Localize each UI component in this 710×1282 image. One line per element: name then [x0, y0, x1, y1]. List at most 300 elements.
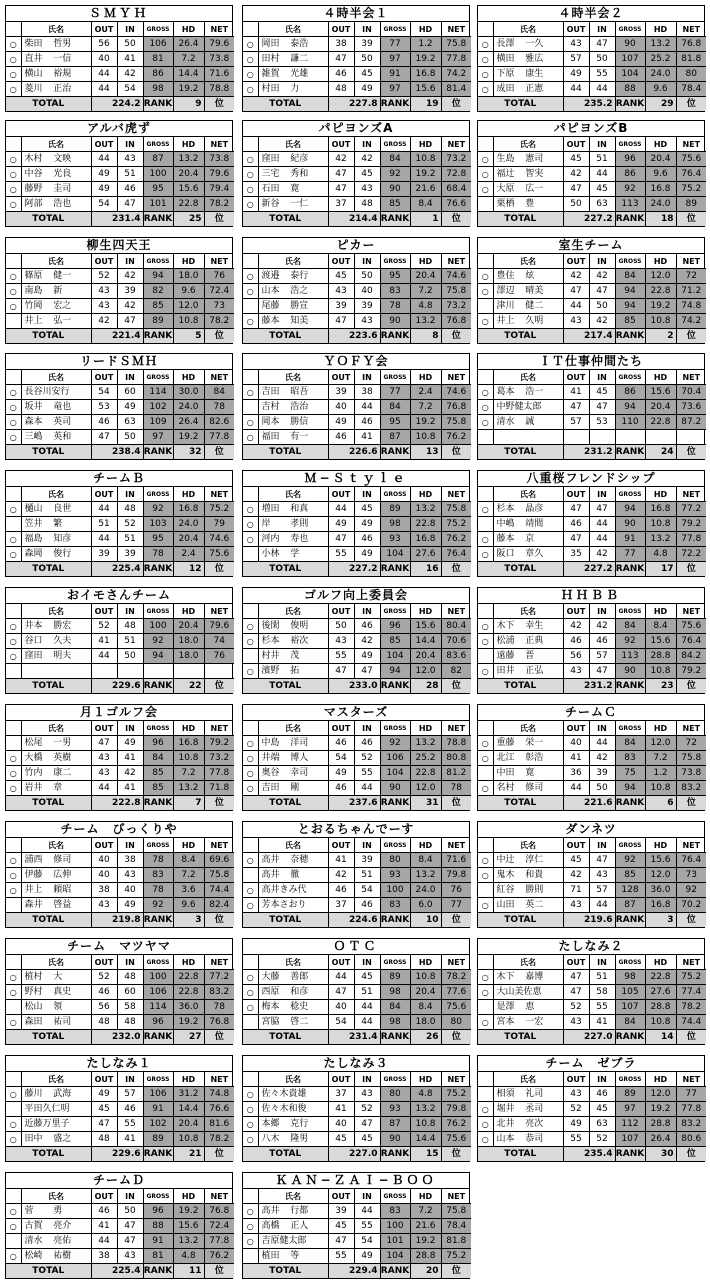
handicap: 16.8: [410, 67, 441, 82]
gross-header: GROSS: [615, 137, 645, 152]
player-name: [21, 766, 91, 781]
player-family-name: 小林: [261, 548, 280, 559]
player-row: [243, 314, 471, 329]
player-name: [21, 868, 91, 883]
net-score: 75.2: [676, 182, 706, 197]
team-rank: 26: [410, 1030, 441, 1045]
player-given-name: 勝宣: [290, 300, 309, 311]
out-score: 37: [328, 898, 354, 913]
player-row: [478, 400, 706, 415]
rank-label: RANK: [615, 212, 645, 227]
handicap: 13.2: [410, 736, 441, 751]
out-header: OUT: [91, 721, 117, 736]
player-family-name: 下原: [496, 68, 515, 79]
out-score: 49: [328, 517, 354, 532]
out-header: OUT: [328, 1189, 354, 1204]
handicap: 22.8: [410, 517, 441, 532]
player-given-name: 栄一: [525, 737, 544, 748]
out-score: 47: [563, 970, 589, 985]
player-row: [6, 517, 234, 532]
in-score: 50: [354, 269, 380, 284]
net-score: 80.4: [441, 619, 471, 634]
gross-score: 83: [380, 284, 410, 299]
handicap: 3.6: [173, 883, 204, 898]
net-score: 81.8: [676, 52, 706, 67]
gross-score: 94: [143, 269, 173, 284]
out-score: 56: [91, 37, 117, 52]
player-row: [478, 37, 706, 52]
hd-header: HD: [645, 137, 676, 152]
team-total: 231.4: [328, 1030, 380, 1045]
out-score: 49: [91, 167, 117, 182]
net-score: 78.2: [204, 197, 234, 212]
in-score: 45: [354, 1132, 380, 1147]
net-score: 76: [204, 649, 234, 664]
header-row: [6, 838, 234, 853]
player-given-name: 正弘: [525, 665, 544, 676]
gross-score: 94: [615, 781, 645, 796]
player-given-name: 勝則: [525, 884, 544, 895]
in-score: 42: [117, 269, 143, 284]
player-family-name: 中田: [496, 767, 515, 778]
out-score: 42: [563, 269, 589, 284]
player-name: [493, 619, 563, 634]
player-family-name: 横山: [24, 68, 43, 79]
player-row: [478, 67, 706, 82]
gross-score: 89: [380, 970, 410, 985]
gross-score: 94: [615, 284, 645, 299]
player-name: [493, 532, 563, 547]
header-row: [243, 370, 471, 385]
player-family-name: 藤本: [261, 315, 280, 326]
out-score: 44: [563, 299, 589, 314]
score-table: [243, 838, 471, 927]
name-header: 氏名: [493, 137, 563, 152]
net-score: 72.2: [676, 547, 706, 562]
name-header: 氏名: [258, 370, 328, 385]
team-card: [242, 470, 470, 577]
out-score: 44: [563, 82, 589, 97]
mark-header: [478, 838, 493, 853]
gross-header: GROSS: [615, 487, 645, 502]
player-name: [493, 751, 563, 766]
mark-header: [6, 254, 21, 269]
in-score: 50: [589, 52, 615, 67]
player-family-name: 竹岡: [24, 300, 43, 311]
out-score: 45: [91, 1102, 117, 1117]
player-name: [21, 649, 91, 664]
handicap: 14.4: [410, 1132, 441, 1147]
team-rank: 20: [410, 1264, 441, 1279]
player-given-name: 英二: [525, 899, 544, 910]
player-name: [258, 736, 328, 751]
player-row: [478, 547, 706, 562]
player-name: [493, 781, 563, 796]
player-family-name: 松山: [24, 1001, 43, 1012]
name-header: 氏名: [493, 370, 563, 385]
header-row: [478, 137, 706, 152]
score-table: [478, 370, 706, 459]
selected-mark: ○: [6, 1087, 21, 1102]
out-score: 46: [328, 883, 354, 898]
net-score: 76.8: [676, 37, 706, 52]
gross-score: 85: [380, 197, 410, 212]
in-header: IN: [117, 370, 143, 385]
player-family-name: 八木: [261, 1133, 280, 1144]
out-header: OUT: [563, 22, 589, 37]
rank-label: RANK: [615, 1030, 645, 1045]
hd-header: HD: [645, 1072, 676, 1087]
gross-score: 96: [143, 1204, 173, 1219]
player-family-name: 成田: [496, 83, 515, 94]
player-family-name: 柴田: [24, 38, 43, 49]
gross-score: 91: [380, 67, 410, 82]
net-score: 77.6: [441, 985, 471, 1000]
handicap: 13.2: [645, 532, 676, 547]
player-given-name: 浩也: [53, 198, 72, 209]
score-table: [478, 604, 706, 693]
player-given-name: 弘一: [53, 315, 72, 326]
rank-label: RANK: [143, 97, 173, 112]
out-score: 43: [563, 664, 589, 679]
player-family-name: 高井: [261, 1205, 280, 1216]
player-family-name: 芳本さおり: [261, 899, 307, 910]
player-name: [493, 1015, 563, 1030]
player-name: [21, 152, 91, 167]
player-name: [493, 736, 563, 751]
net-score: 75.8: [441, 415, 471, 430]
selected-mark: ○: [243, 415, 258, 430]
gross-score: 104: [380, 547, 410, 562]
net-score: 74.6: [441, 269, 471, 284]
player-row: [243, 1132, 471, 1147]
place-label: 位: [441, 562, 471, 577]
out-score: 47: [328, 532, 354, 547]
player-name: [21, 284, 91, 299]
gross-header: GROSS: [380, 955, 410, 970]
header-row: [6, 1072, 234, 1087]
out-score: 35: [563, 547, 589, 562]
out-score: 54: [91, 385, 117, 400]
handicap: 1.2: [410, 37, 441, 52]
out-score: 44: [91, 502, 117, 517]
in-header: IN: [589, 370, 615, 385]
total-row: [6, 1147, 234, 1162]
net-score: 78.4: [676, 82, 706, 97]
team-total: 227.0: [328, 1147, 380, 1162]
handicap: 19.2: [173, 1204, 204, 1219]
handicap: 22.8: [645, 970, 676, 985]
place-label: 位: [676, 679, 706, 694]
player-family-name: 石田: [261, 183, 280, 194]
player-row: [6, 883, 234, 898]
player-row: [6, 299, 234, 314]
name-header: 氏名: [258, 604, 328, 619]
player-name: [258, 751, 328, 766]
handicap: 16.8: [173, 736, 204, 751]
player-row: [243, 634, 471, 649]
team-rank: 23: [645, 679, 676, 694]
name-header: 氏名: [21, 137, 91, 152]
gross-score: 90: [380, 1132, 410, 1147]
team-rank: 25: [173, 212, 204, 227]
player-given-name: 寛: [290, 183, 300, 194]
player-family-name: 松浦: [496, 635, 515, 646]
handicap: 10.8: [173, 1132, 204, 1147]
player-family-name: 阪口: [496, 548, 515, 559]
player-given-name: 竜也: [53, 401, 72, 412]
in-score: 55: [589, 1000, 615, 1015]
player-given-name: 等: [290, 1250, 300, 1261]
rank-label: RANK: [615, 97, 645, 112]
gross-score: 90: [380, 182, 410, 197]
net-score: 79: [204, 517, 234, 532]
team-rank: 8: [410, 329, 441, 344]
mark-header: [478, 487, 493, 502]
player-name: [21, 502, 91, 517]
player-name: [493, 182, 563, 197]
net-score: 75.2: [441, 1087, 471, 1102]
player-family-name: 宮脇: [261, 1016, 280, 1027]
hd-header: HD: [173, 838, 204, 853]
total-label: TOTAL: [243, 679, 328, 694]
in-score: 49: [117, 736, 143, 751]
player-given-name: 文映: [53, 153, 72, 164]
net-score: 75.8: [441, 37, 471, 52]
team-rank: 11: [173, 1264, 204, 1279]
player-family-name: 吉田: [261, 386, 280, 397]
handicap: 4.8: [173, 1249, 204, 1264]
team-total: 232.0: [91, 1030, 143, 1045]
net-score: 75.8: [441, 1204, 471, 1219]
out-score: 45: [328, 1219, 354, 1234]
player-name: [258, 197, 328, 212]
mark-header: [478, 137, 493, 152]
out-score: 39: [328, 299, 354, 314]
out-score: 48: [328, 82, 354, 97]
out-score: 49: [563, 1117, 589, 1132]
player-given-name: 久明: [525, 315, 544, 326]
team-rank: 13: [410, 445, 441, 460]
player-given-name: 知彦: [53, 533, 72, 544]
handicap: 22.8: [173, 970, 204, 985]
player-family-name: 樋山: [24, 503, 43, 514]
player-row: [478, 970, 706, 985]
net-score: 71.6: [204, 67, 234, 82]
net-score: 76.4: [441, 547, 471, 562]
selected-mark: ○: [243, 152, 258, 167]
in-score: 43: [354, 1087, 380, 1102]
score-table: [6, 955, 234, 1044]
selected-mark: [6, 517, 21, 532]
hd-header: HD: [173, 1072, 204, 1087]
player-family-name: 名村: [496, 782, 515, 793]
player-family-name: 福田: [261, 431, 280, 442]
in-score: 43: [117, 152, 143, 167]
rank-label: RANK: [380, 679, 410, 694]
total-label: TOTAL: [6, 679, 91, 694]
team-card: [477, 120, 705, 227]
name-header: 氏名: [258, 1072, 328, 1087]
player-row: [6, 269, 234, 284]
rank-label: RANK: [143, 1030, 173, 1045]
player-family-name: 木村: [24, 153, 43, 164]
player-name: [493, 314, 563, 329]
gross-score: 92: [143, 502, 173, 517]
net-score: 76.2: [204, 1249, 234, 1264]
team-name: チームＢ: [6, 471, 232, 487]
handicap: 16.8: [645, 898, 676, 913]
name-header: 氏名: [21, 22, 91, 37]
player-family-name: 松尾: [24, 737, 43, 748]
player-given-name: 哲男: [53, 38, 72, 49]
in-score: 46: [354, 898, 380, 913]
team-card: [242, 5, 470, 112]
team-rank: 17: [645, 562, 676, 577]
net-score: 78.4: [441, 1219, 471, 1234]
handicap: 18.0: [410, 1015, 441, 1030]
player-name: [21, 314, 91, 329]
player-family-name: 長澤: [496, 38, 515, 49]
player-given-name: 秀和: [290, 168, 309, 179]
score-table: [478, 254, 706, 343]
net-score: 71.6: [441, 853, 471, 868]
player-row: [6, 197, 234, 212]
selected-mark: [243, 649, 258, 664]
handicap: 15.6: [645, 853, 676, 868]
player-family-name: 津川: [496, 300, 515, 311]
player-name: [21, 182, 91, 197]
player-row: [6, 430, 234, 445]
out-score: 54: [328, 1015, 354, 1030]
player-family-name: 是澤: [496, 1001, 515, 1012]
player-name: [258, 314, 328, 329]
net-score: 75.2: [204, 502, 234, 517]
player-name: [258, 1102, 328, 1117]
gross-score: 85: [143, 781, 173, 796]
rank-label: RANK: [380, 1030, 410, 1045]
gross-header: GROSS: [380, 604, 410, 619]
selected-mark: ○: [478, 1015, 493, 1030]
place-label: 位: [204, 97, 234, 112]
in-score: 43: [354, 182, 380, 197]
player-name: [21, 1000, 91, 1015]
player-given-name: 良世: [53, 503, 72, 514]
score-table: [243, 487, 471, 576]
in-score: 49: [117, 400, 143, 415]
player-given-name: 拓: [290, 665, 300, 676]
handicap: 8.4: [645, 619, 676, 634]
handicap: 22.8: [645, 415, 676, 430]
team-total: 231.2: [563, 445, 615, 460]
player-name: [258, 547, 328, 562]
header-row: [243, 1189, 471, 1204]
in-score: 44: [589, 736, 615, 751]
player-name: [258, 1234, 328, 1249]
in-score: 55: [354, 1219, 380, 1234]
in-score: 52: [354, 751, 380, 766]
player-family-name: 岸: [261, 518, 271, 529]
net-score: 73: [204, 299, 234, 314]
player-given-name: 祐司: [53, 1016, 72, 1027]
player-name: [21, 385, 91, 400]
player-name: [493, 37, 563, 52]
out-score: 46: [91, 985, 117, 1000]
player-row: [478, 415, 706, 430]
net-score: 77.8: [204, 1234, 234, 1249]
in-score: 50: [117, 430, 143, 445]
net-header: NET: [204, 137, 234, 152]
player-given-name: 晶彦: [525, 503, 544, 514]
gross-score: 106: [143, 1087, 173, 1102]
player-given-name: 俊明: [290, 620, 309, 631]
net-score: 77: [441, 898, 471, 913]
player-family-name: 井端: [261, 752, 280, 763]
header-row: [243, 955, 471, 970]
handicap: 13.2: [173, 781, 204, 796]
player-name: [493, 664, 563, 679]
player-given-name: 大: [53, 971, 63, 982]
net-score: 78.2: [676, 1000, 706, 1015]
gross-score: 85: [615, 314, 645, 329]
player-family-name: 山田: [496, 899, 515, 910]
selected-mark: ○: [243, 970, 258, 985]
out-score: 50: [563, 197, 589, 212]
net-score: 71.2: [676, 284, 706, 299]
player-family-name: 野村: [24, 986, 43, 997]
team-rank: 10: [410, 913, 441, 928]
player-family-name: 高井きみ代: [261, 884, 307, 895]
gross-score: 84: [380, 1000, 410, 1015]
handicap: 20.4: [645, 400, 676, 415]
team-name: ダンネツ: [478, 822, 704, 838]
net-header: NET: [204, 1072, 234, 1087]
player-given-name: 勝宏: [53, 620, 72, 631]
player-name: [21, 1117, 91, 1132]
place-label: 位: [441, 445, 471, 460]
gross-score: 98: [380, 1015, 410, 1030]
player-row: [6, 1000, 234, 1015]
player-row: [243, 970, 471, 985]
selected-mark: [6, 664, 21, 679]
gross-score: 84: [615, 269, 645, 284]
handicap: 7.2: [410, 1204, 441, 1219]
player-family-name: 松崎: [24, 1250, 43, 1261]
handicap: 26.4: [645, 1132, 676, 1147]
score-table: [478, 1072, 706, 1161]
out-score: 40: [328, 400, 354, 415]
gross-score: 104: [380, 766, 410, 781]
in-score: 49: [354, 517, 380, 532]
total-label: TOTAL: [243, 212, 328, 227]
out-score: 57: [563, 52, 589, 67]
player-family-name: 平田久仁明: [24, 1103, 70, 1114]
in-score: 54: [354, 883, 380, 898]
net-score: 72.4: [204, 284, 234, 299]
handicap: 12.0: [645, 1087, 676, 1102]
gross-score: 88: [615, 82, 645, 97]
selected-mark: ○: [243, 430, 258, 445]
out-score: 43: [91, 284, 117, 299]
player-family-name: 古賀: [24, 1220, 43, 1231]
team-card: [477, 821, 705, 928]
mark-header: [6, 22, 21, 37]
in-score: 39: [117, 547, 143, 562]
total-row: [243, 212, 471, 227]
selected-mark: ○: [6, 284, 21, 299]
handicap: 9.6: [645, 167, 676, 182]
team-name: チーム びっくりや: [6, 822, 232, 838]
